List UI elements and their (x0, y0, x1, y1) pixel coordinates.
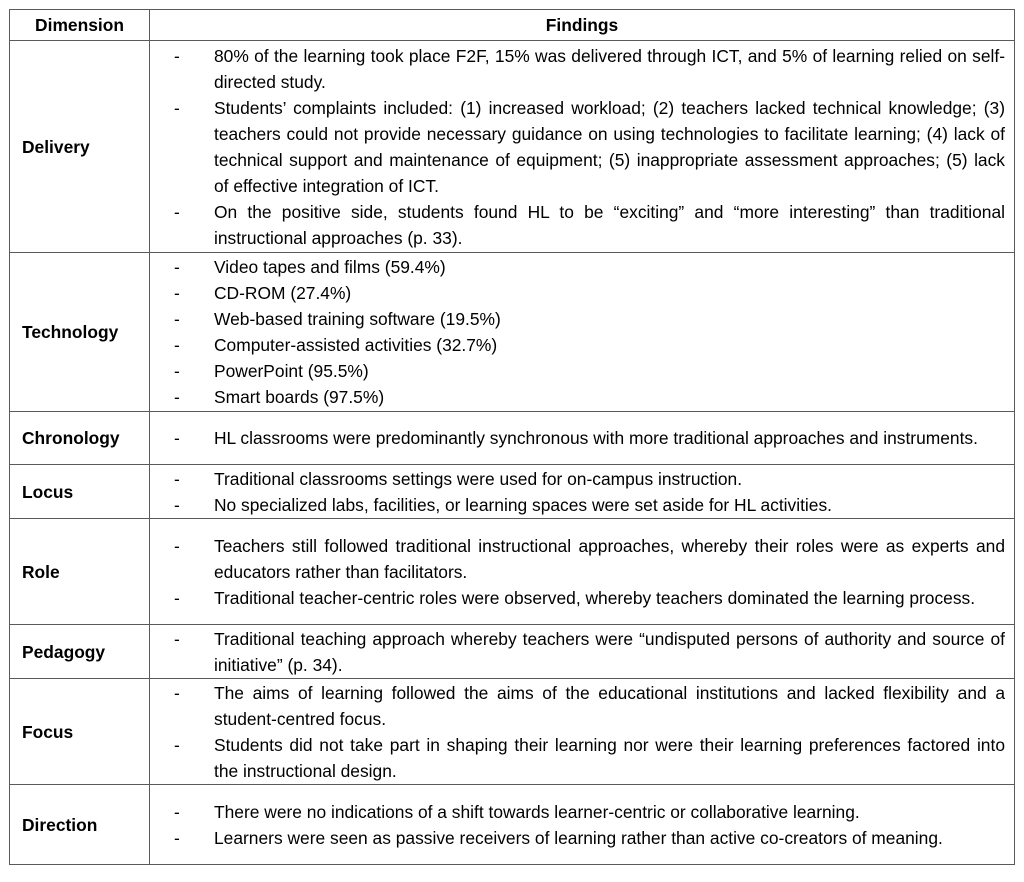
table-row (10, 41, 1015, 253)
table-head (10, 10, 1015, 41)
finding-text: 80% of the learning took place F2F, 15% was delivered through ICT, and 5% of learning relied on self-directed study. (214, 45, 1005, 92)
finding-text: Traditional teaching approach whereby teachers were “undisputed persons of authority and source of initiative” (p. 34). (214, 628, 1005, 675)
table-row (10, 679, 1015, 785)
findings-list (150, 626, 1005, 678)
finding-item (150, 384, 1005, 410)
finding-text: HL classrooms were predominantly synchronous with more traditional approaches and instruments. (214, 428, 978, 448)
bullet-dash: - (174, 335, 180, 355)
finding-item (150, 799, 1005, 825)
findings-cell (150, 785, 1015, 865)
finding-item (150, 254, 1005, 280)
findings-list (150, 680, 1005, 784)
finding-text: Computer-assisted activities (32.7%) (214, 335, 498, 355)
bullet-dash: - (174, 45, 180, 66)
bullet-dash: - (174, 309, 180, 329)
finding-item (150, 425, 1005, 451)
finding-item (150, 626, 1005, 678)
findings-cell (150, 465, 1015, 519)
finding-text: Traditional classrooms settings were used for on-campus instruction. (214, 468, 743, 489)
table-row (10, 465, 1015, 519)
dimension-cell: Pedagogy (10, 625, 150, 679)
finding-text: PowerPoint (95.5%) (214, 361, 369, 381)
findings-cell (150, 41, 1015, 253)
table-row (10, 785, 1015, 865)
finding-item (150, 732, 1005, 784)
findings-list (150, 533, 1005, 611)
bullet-dash: - (174, 628, 180, 649)
bullet-dash: - (174, 283, 180, 303)
finding-text: Teachers still followed traditional instructional approaches, whereby their roles were as experts and educators rather than facilitators. (214, 535, 1005, 582)
findings-cell (150, 519, 1015, 625)
findings-cell (150, 625, 1015, 679)
header-row (10, 10, 1015, 41)
finding-text: Traditional teacher-centric roles were observed, whereby teachers dominated the learning process. (214, 587, 976, 608)
findings-cell (150, 253, 1015, 412)
finding-item (150, 306, 1005, 332)
finding-item (150, 199, 1005, 251)
finding-item (150, 466, 1005, 492)
finding-text: Students did not take part in shaping their learning nor were their learning preferences factored into the instructional design. (214, 734, 1005, 781)
findings-header: Findings (150, 10, 1015, 41)
dimension-cell: Direction (10, 785, 150, 865)
finding-text: Video tapes and films (59.4%) (214, 257, 446, 277)
findings-list (150, 254, 1005, 410)
bullet-dash: - (174, 587, 180, 608)
finding-text: CD-ROM (27.4%) (214, 283, 352, 303)
dimension-cell: Focus (10, 679, 150, 785)
findings-list (150, 466, 1005, 518)
finding-item (150, 95, 1005, 199)
table-row (10, 519, 1015, 625)
bullet-dash: - (174, 494, 180, 515)
findings-list (150, 425, 1005, 451)
finding-text: Learners were seen as passive receivers of learning rather than active co-creators of meaning. (214, 827, 943, 848)
table-row (10, 253, 1015, 412)
finding-text: There were no indications of a shift towards learner-centric or collaborative learning. (214, 801, 860, 822)
finding-item (150, 332, 1005, 358)
finding-text: Students’ complaints included: (1) increased workload; (2) teachers lacked technical knowledge; (3) teachers could not provide necessary guidance on using technologies to facilitate learning; (4) lack of technical support and maintenance of equipment; (5) inappropriate assessment approaches; (5) lack of effective integration of ICT. (214, 97, 1005, 196)
finding-item (150, 280, 1005, 306)
bullet-dash: - (174, 734, 180, 755)
finding-item (150, 825, 1005, 851)
finding-item (150, 358, 1005, 384)
bullet-dash: - (174, 801, 180, 822)
finding-text: No specialized labs, facilities, or learning spaces were set aside for HL activities. (214, 494, 832, 515)
dimension-cell: Delivery (10, 41, 150, 253)
bullet-dash: - (174, 201, 180, 222)
finding-text: Web-based training software (19.5%) (214, 309, 501, 329)
bullet-dash: - (174, 682, 180, 703)
bullet-dash: - (174, 361, 180, 381)
bullet-dash: - (174, 428, 180, 448)
dimension-cell: Locus (10, 465, 150, 519)
bullet-dash: - (174, 387, 180, 407)
bullet-dash: - (174, 827, 180, 848)
finding-item (150, 533, 1005, 585)
bullet-dash: - (174, 468, 180, 489)
finding-text: On the positive side, students found HL to be “exciting” and “more interesting” than traditional instructional approaches (p. 33). (214, 201, 1005, 248)
findings-table (9, 9, 1015, 865)
dimension-cell: Technology (10, 253, 150, 412)
table-body (10, 41, 1015, 865)
finding-item (150, 680, 1005, 732)
table-row (10, 625, 1015, 679)
bullet-dash: - (174, 97, 180, 118)
findings-list (150, 43, 1005, 251)
finding-item (150, 43, 1005, 95)
finding-text: Smart boards (97.5%) (214, 387, 385, 407)
table-row (10, 412, 1015, 465)
finding-item (150, 585, 1005, 611)
dimension-cell: Chronology (10, 412, 150, 465)
findings-list (150, 799, 1005, 851)
dimension-header: Dimension (10, 10, 150, 41)
findings-cell (150, 679, 1015, 785)
bullet-dash: - (174, 257, 180, 277)
findings-cell (150, 412, 1015, 465)
finding-item (150, 492, 1005, 518)
bullet-dash: - (174, 535, 180, 556)
dimension-cell: Role (10, 519, 150, 625)
finding-text: The aims of learning followed the aims of the educational institutions and lacked flexibility and a student-centred focus. (214, 682, 1005, 729)
